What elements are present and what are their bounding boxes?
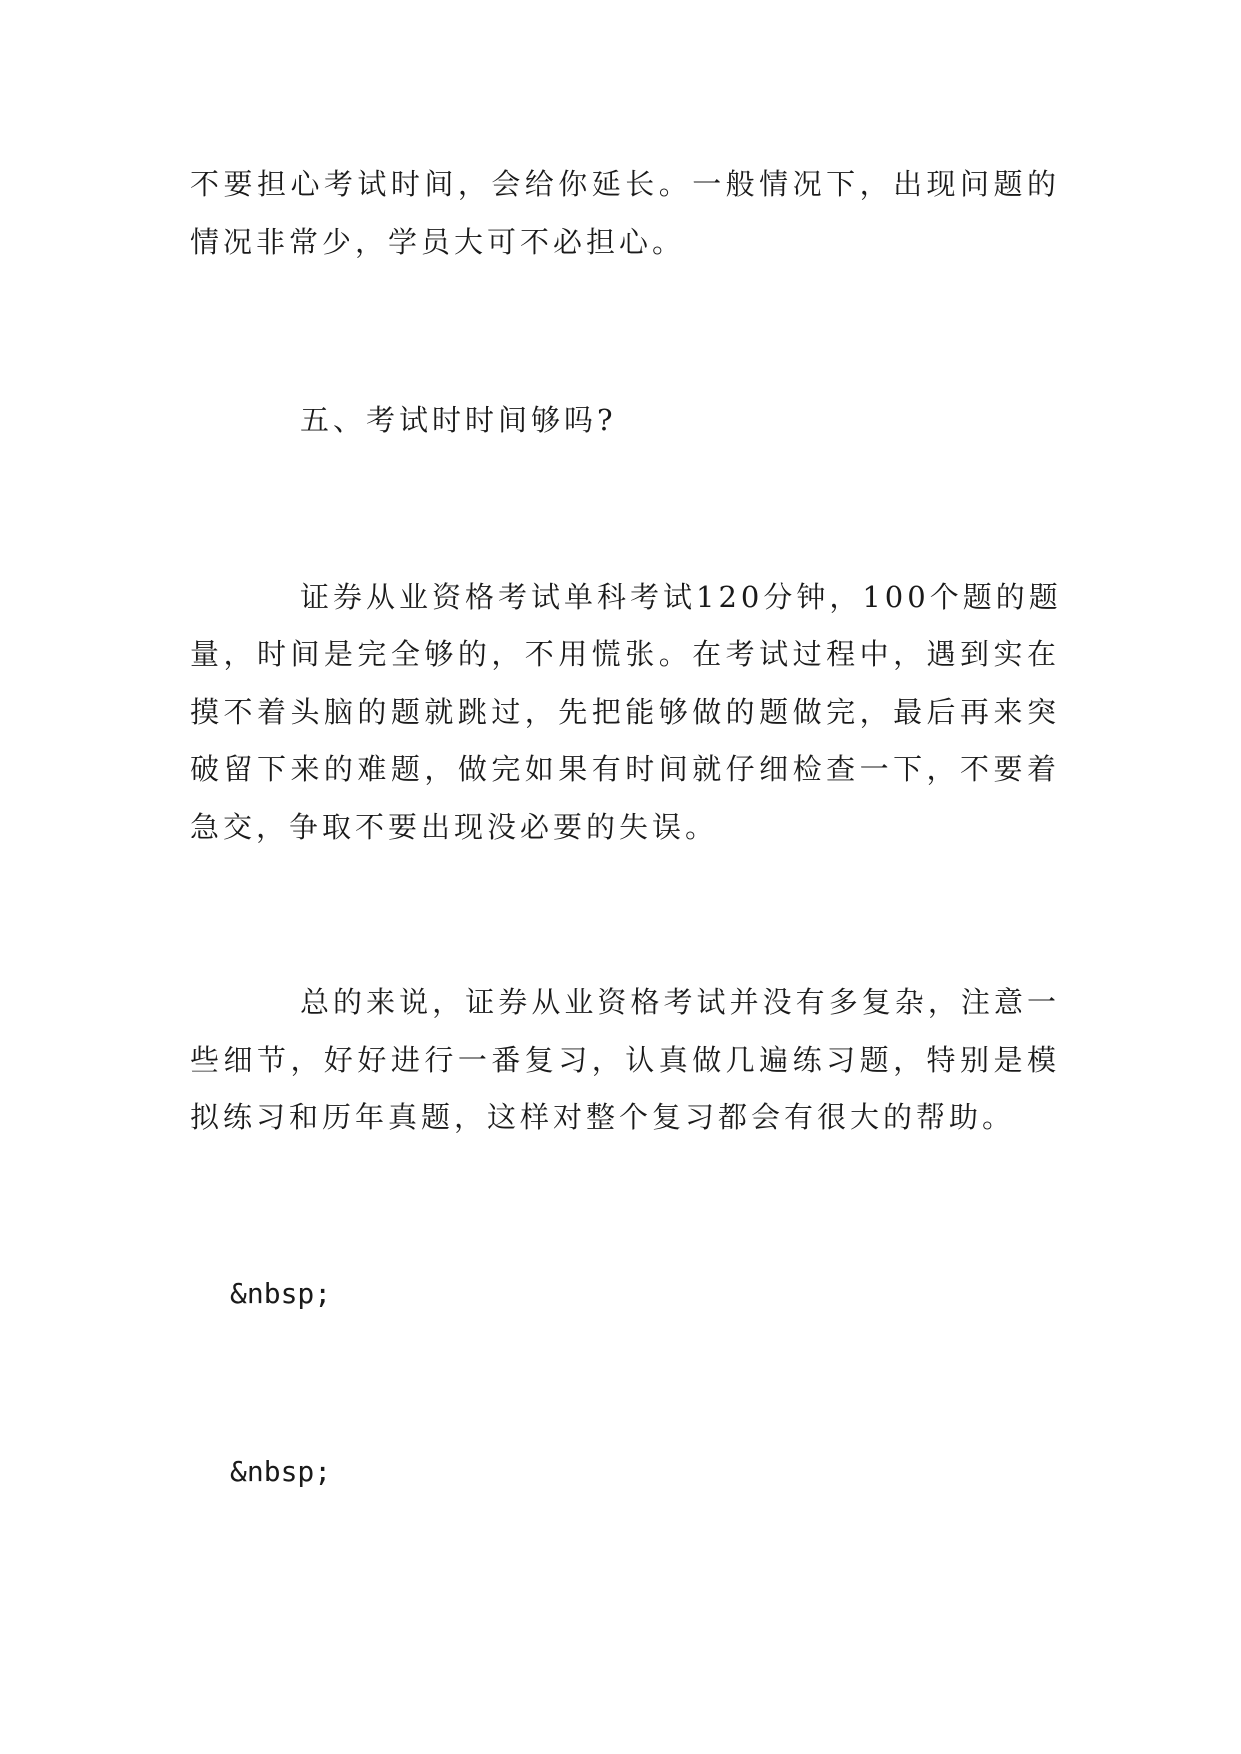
section-heading-5: 五、考试时时间够吗? [300,403,617,437]
paragraph-2-line-3: 摸不着头脑的题就跳过，先把能够做的题做完，最后再来突 [190,695,1060,729]
paragraph-2-line-1: 证券从业资格考试单科考试120分钟，100个题的题 [300,580,1062,614]
paragraph-2-line-5: 急交，争取不要出现没必要的失误。 [190,810,719,844]
paragraph-3-line-3: 拟练习和历年真题，这样对整个复习都会有很大的帮助。 [190,1100,1016,1134]
paragraph-1-line-2: 情况非常少，学员大可不必担心。 [190,225,686,259]
nbsp-text-2: &nbsp; [230,1455,332,1488]
nbsp-text-1: &nbsp; [230,1277,332,1310]
paragraph-3-line-2: 些细节，好好进行一番复习，认真做几遍练习题，特别是模 [190,1043,1060,1077]
paragraph-2-line-2: 量，时间是完全够的，不用慌张。在考试过程中，遇到实在 [190,637,1060,671]
paragraph-3-line-1: 总的来说，证券从业资格考试并没有多复杂，注意一 [300,985,1060,1019]
paragraph-2-line-4: 破留下来的难题，做完如果有时间就仔细检查一下，不要着 [190,752,1060,786]
paragraph-1-line-1: 不要担心考试时间，会给你延长。一般情况下，出现问题的 [190,167,1060,201]
